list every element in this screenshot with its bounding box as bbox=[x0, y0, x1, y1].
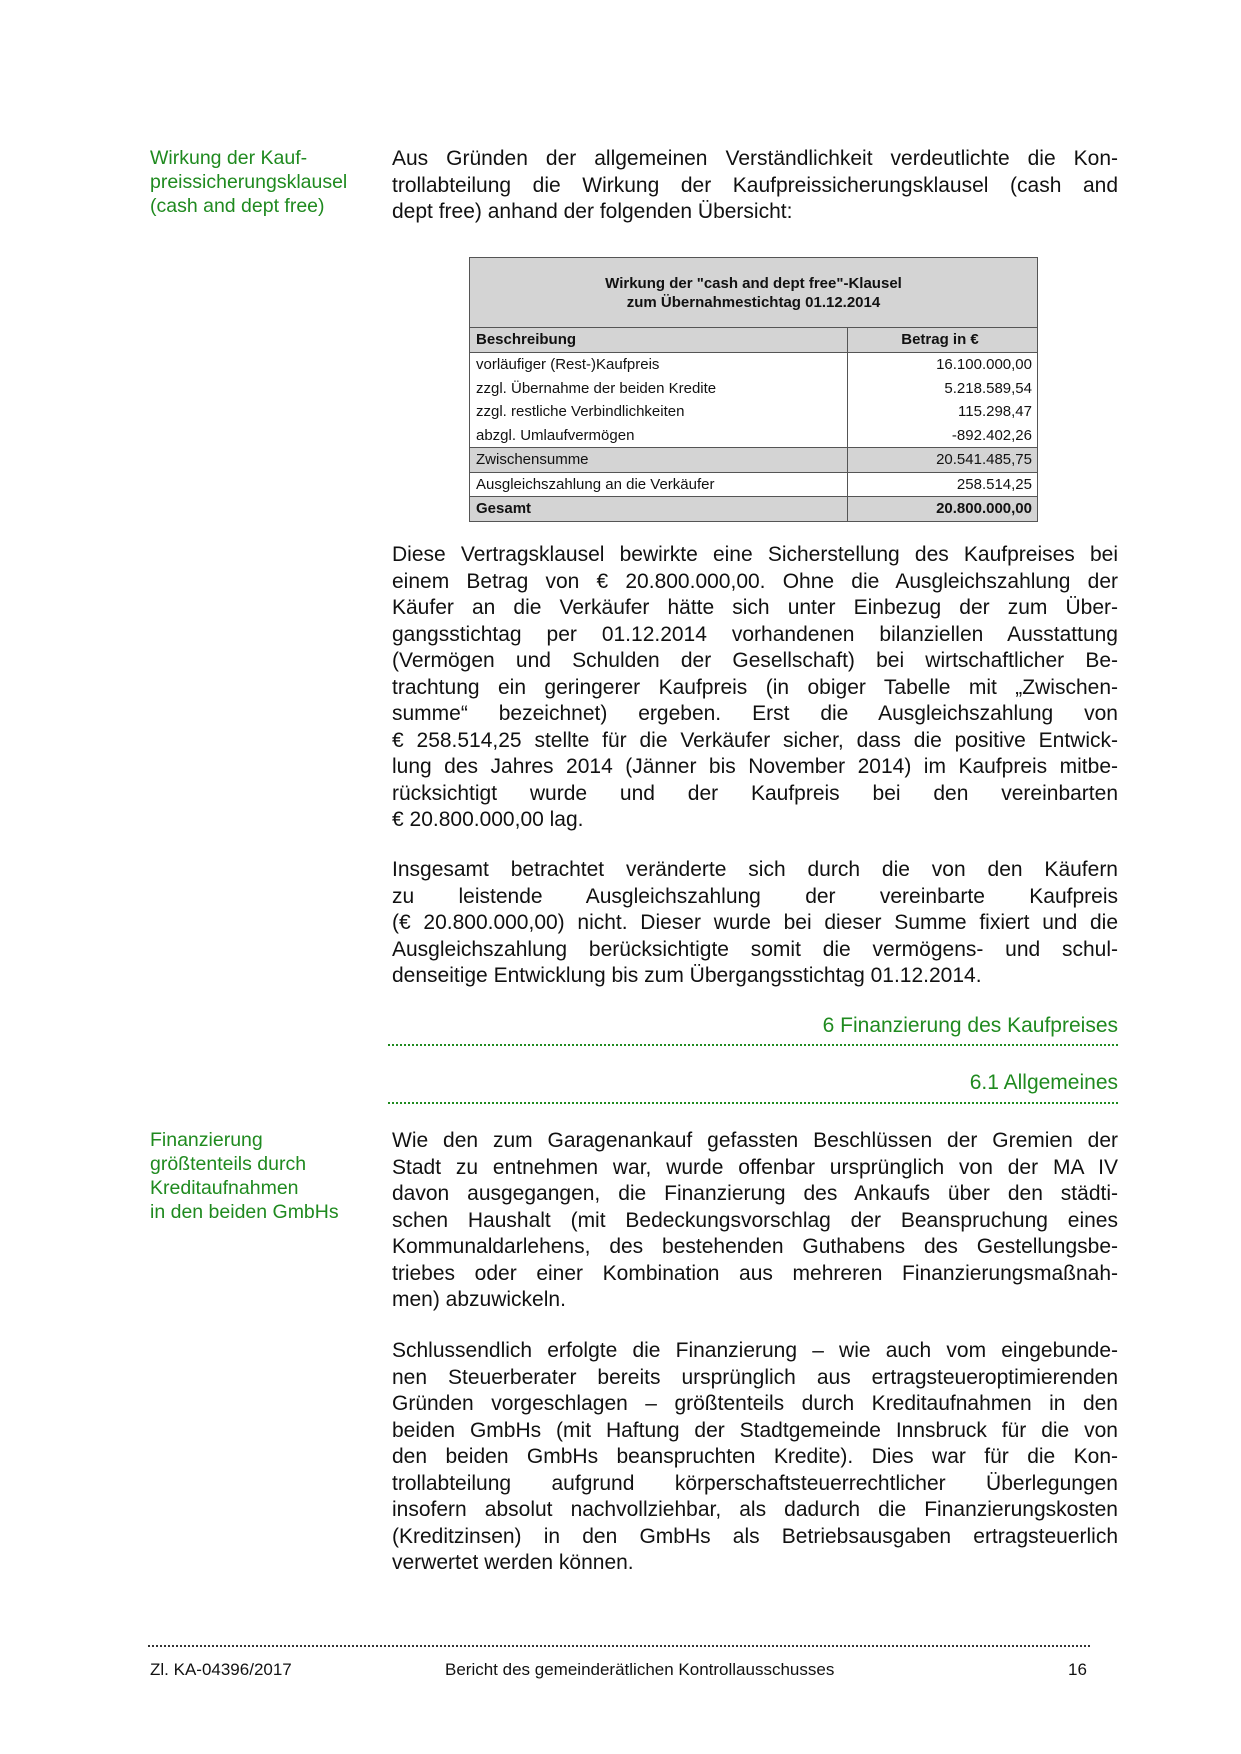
text-line: insofern absolut nachvollziehbar, als dadurch die Finanzierungskosten bbox=[392, 1498, 1118, 1521]
paragraph-insgesamt bbox=[392, 857, 1118, 990]
text-line: zu leistende Ausgleichszahlung der vereinbarte Kaufpreis bbox=[392, 884, 1118, 908]
margin-note-line: preissicherungsklausel bbox=[150, 171, 348, 193]
table-row bbox=[470, 353, 1037, 377]
table-row bbox=[470, 400, 1037, 424]
heading-divider bbox=[388, 1044, 1118, 1046]
row-label: zzgl. restliche Verbindlichkeiten bbox=[470, 400, 848, 424]
text-line: Diese Vertragsklausel bewirkte eine Sicherstellung des Kaufpreises bei bbox=[392, 543, 1118, 566]
text-line: summe“ bezeichnet) ergeben. Erst die Ausgleichszahlung von bbox=[392, 702, 1118, 725]
margin-note-line: Kreditaufnahmen bbox=[150, 1177, 299, 1199]
row-label: abzgl. Umlaufvermögen bbox=[470, 424, 848, 448]
text-line: (Vermögen und Schulden der Gesellschaft) bei wirtschaftlicher Be- bbox=[392, 649, 1118, 672]
table-title bbox=[470, 258, 1037, 328]
text-line: Gründen vorgeschlagen – größtenteils durch Kreditaufnahmen in den bbox=[392, 1392, 1118, 1415]
text-line: (€ 20.800.000,00) nicht. Dieser wurde bei dieser Summe fixiert und die bbox=[392, 911, 1118, 934]
margin-note-finanzierung bbox=[150, 1128, 365, 1224]
text-line: Stadt zu entnehmen war, wurde offenbar ursprünglich von der MA IV bbox=[392, 1155, 1118, 1179]
table-header-row bbox=[470, 328, 1037, 353]
heading-divider bbox=[388, 1102, 1118, 1104]
row-value: 16.100.000,00 bbox=[936, 356, 1032, 373]
row-label: Gesamt bbox=[470, 497, 848, 521]
text-line: dept free) anhand der folgenden Übersicht: bbox=[392, 200, 793, 223]
table-title-line: zum Übernahmestichtag 01.12.2014 bbox=[626, 294, 881, 311]
table-title-line: Wirkung der "cash and dept free"-Klausel bbox=[605, 275, 902, 292]
row-value: 115.298,47 bbox=[958, 403, 1032, 420]
margin-note-line: Finanzierung bbox=[150, 1129, 263, 1151]
section-heading-6-1: 6.1 Allgemeines bbox=[969, 1071, 1118, 1094]
table-row bbox=[470, 424, 1037, 448]
text-line: beiden GmbHs (mit Haftung der Stadtgemeinde Innsbruck für die von bbox=[392, 1418, 1118, 1442]
text-line: Schlussendlich erfolgte die Finanzierung – wie auch vom eingebunde- bbox=[392, 1339, 1118, 1362]
margin-note-kaufpreissicherung bbox=[150, 146, 365, 218]
text-line: Wie den zum Garagenankauf gefassten Beschlüssen der Gremien der bbox=[392, 1129, 1118, 1152]
column-header-beschreibung: Beschreibung bbox=[470, 328, 848, 352]
table-row-total bbox=[470, 496, 1037, 521]
text-line: schen Haushalt (mit Bedeckungsvorschlag der Beanspruchung eines bbox=[392, 1208, 1118, 1232]
row-value: 20.541.485,75 bbox=[936, 451, 1032, 468]
text-line: triebes oder einer Kombination aus mehreren Finanzierungsmaßnah- bbox=[392, 1261, 1118, 1285]
text-line: trollabteilung die Wirkung der Kaufpreissicherungsklausel (cash and bbox=[392, 173, 1118, 197]
text-line: Insgesamt betrachtet veränderte sich durch die von den Käufern bbox=[392, 858, 1118, 881]
margin-note-line: Wirkung der Kauf- bbox=[150, 147, 308, 169]
column-header-betrag: Betrag in € bbox=[901, 331, 979, 348]
table-row-ausgleich bbox=[470, 472, 1037, 497]
row-label: Zwischensumme bbox=[470, 448, 848, 472]
paragraph-schlussendlich bbox=[392, 1338, 1118, 1577]
text-line: Kommunaldarlehens, des bestehenden Guthabens des Gestellungsbe- bbox=[392, 1235, 1118, 1258]
text-line: € 20.800.000,00 lag. bbox=[392, 808, 584, 831]
text-line: trollabteilung aufgrund körperschaftsteuerrechtlicher Überlegungen bbox=[392, 1471, 1118, 1495]
text-line: gangsstichtag per 01.12.2014 vorhandenen bilanziellen Ausstattung bbox=[392, 622, 1118, 646]
text-line: denseitige Entwicklung bis zum Übergangsstichtag 01.12.2014. bbox=[392, 964, 982, 987]
section-heading-6: 6 Finanzierung des Kaufpreises bbox=[822, 1014, 1118, 1037]
text-line: men) abzuwickeln. bbox=[392, 1288, 566, 1311]
table-row bbox=[470, 377, 1037, 401]
text-line: einem Betrag von € 20.800.000,00. Ohne die Ausgleichszahlung der bbox=[392, 569, 1118, 593]
text-line: lung des Jahres 2014 (Jänner bis November 2014) im Kaufpreis mitbe- bbox=[392, 755, 1118, 778]
text-line: Ausgleichszahlung berücksichtigte somit die vermögens- und schul- bbox=[392, 937, 1118, 961]
text-line: davon ausgegangen, die Finanzierung des Ankaufs über den städti- bbox=[392, 1182, 1118, 1205]
paragraph-vertragsklausel bbox=[392, 542, 1118, 834]
row-value: 20.800.000,00 bbox=[936, 500, 1032, 517]
text-line: nen Steuerberater bereits ursprünglich aus ertragsteueroptimierenden bbox=[392, 1365, 1118, 1389]
row-value: 258.514,25 bbox=[956, 475, 1032, 493]
row-value: 5.218.589,54 bbox=[944, 379, 1032, 397]
margin-note-line: (cash and dept free) bbox=[150, 195, 325, 217]
margin-note-line: in den beiden GmbHs bbox=[150, 1201, 339, 1223]
footer-title: Bericht des gemeinderätlichen Kontrollausschusses bbox=[445, 1660, 835, 1679]
text-line: Käufer an die Verkäufer hätte sich unter Einbezug der zum Über- bbox=[392, 596, 1118, 619]
row-value: -892.402,26 bbox=[951, 426, 1032, 444]
table-row-subtotal bbox=[470, 447, 1037, 472]
cash-dept-free-table bbox=[469, 257, 1038, 522]
text-line: (Kreditzinsen) in den GmbHs als Betriebsausgaben ertragsteuerlich bbox=[392, 1524, 1118, 1548]
row-label: Ausgleichszahlung an die Verkäufer bbox=[470, 473, 848, 497]
row-label: vorläufiger (Rest-)Kaufpreis bbox=[470, 353, 848, 377]
text-line: rücksichtigt wurde und der Kaufpreis bei den vereinbarten bbox=[392, 781, 1118, 805]
paragraph-garagenankauf bbox=[392, 1128, 1118, 1314]
text-line: Aus Gründen der allgemeinen Verständlichkeit verdeutlichte die Kon- bbox=[392, 147, 1118, 170]
text-line: trachtung ein geringerer Kaufpreis (in obiger Tabelle mit „Zwischen- bbox=[392, 675, 1118, 699]
footer-reference: Zl. KA-04396/2017 bbox=[150, 1660, 292, 1679]
footer-divider bbox=[148, 1645, 1090, 1647]
row-label: zzgl. Übernahme der beiden Kredite bbox=[470, 377, 848, 401]
page-number: 16 bbox=[1068, 1660, 1087, 1679]
text-line: € 258.514,25 stellte für die Verkäufer sicher, dass die positive Entwick- bbox=[392, 728, 1118, 752]
paragraph-intro bbox=[392, 146, 1118, 226]
text-line: verwertet werden können. bbox=[392, 1551, 634, 1574]
margin-note-line: größtenteils durch bbox=[150, 1153, 307, 1175]
text-line: den beiden GmbHs beanspruchten Kredite). Dies war für die Kon- bbox=[392, 1445, 1118, 1468]
